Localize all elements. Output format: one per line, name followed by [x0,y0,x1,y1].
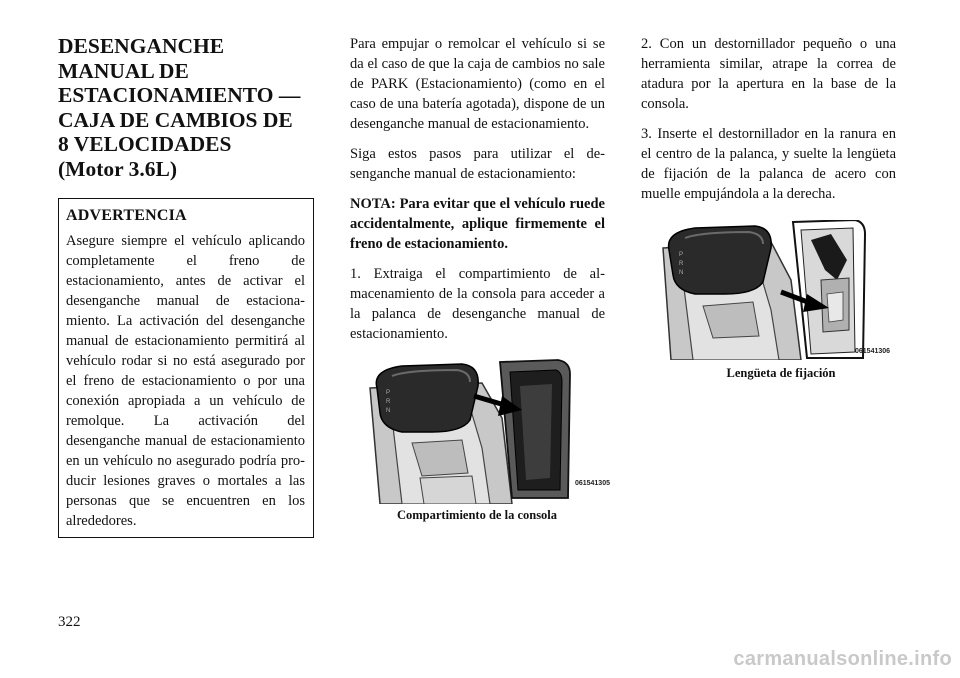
column-left [58,34,314,538]
retaining-tab-illustration [661,220,901,360]
svg-text:P: P [679,252,684,258]
figure-code: 061541306 [855,348,891,355]
step-1-paragraph: 1. Extraiga el compartimiento de almacenamiento de la consola para acceder a la palanca de desenganche manual de estacionamiento. [350,266,605,342]
heading-line: 8 VELOCIDADES [58,132,232,156]
figure-caption: Compartimiento de la consola [396,508,558,522]
svg-text:P: P [386,390,391,396]
heading-line: ESTACIONAMIENTO — [58,83,301,107]
section-heading [58,34,314,181]
figure-retaining-tab [661,220,901,381]
column-right [641,34,896,381]
column-middle [350,34,610,523]
heading-line: CAJA DE CAMBIOS DE [58,107,293,132]
warning-box [58,198,314,538]
heading-line: MANUAL DE [58,58,189,83]
note-paragraph: NOTA: Para evitar que el vehículo ruede accidentalmente, aplique firmemente el freno de estacionamiento. [350,196,605,252]
svg-text:R: R [386,399,391,405]
steps-intro-paragraph: Siga estos pasos para utilizar el desenganche manual de estacionamiento: [350,146,605,182]
step-3-paragraph: 3. Inserte el destornillador en la ranura en el centro de la palanca, y suelte la lengüeta de fijación de la palanca de acero con muelle empujándola a la derecha. [641,126,896,202]
svg-text:N: N [386,408,391,414]
warning-title: ADVERTENCIA [66,207,187,224]
page-number: 322 [58,614,81,630]
figure-code: 061541305 [574,480,610,487]
heading-line: DESENGANCHE [58,34,225,58]
watermark: carmanualsonline.info [733,648,952,670]
heading-line: (Motor 3.6L) [58,156,178,181]
svg-text:R: R [679,261,684,267]
figure-caption: Lengüeta de fijación [726,366,836,380]
intro-paragraph: Para empujar o remolcar el vehículo si se da el caso de que la caja de cambios no sale de PARK (Estacionamiento) (como en el caso de una batería agotada), dispone de un desenganche manual de estacionamiento. [350,36,605,132]
step-2-paragraph: 2. Con un destornillador pequeño o una herramienta similar, atrape la correa de atadura por la apertura en la base de la consola. [641,36,896,112]
warning-body: Asegure siempre el vehículo aplicando completamente el freno de estacionamiento, antes de activar el desenganche manual de estacionamiento. La activación del desenganche manual de estacionamiento permitirá al vehículo rodar si no está asegurado por el freno de estacionamiento o por una conexión apropiada a un vehículo de remolque. La activación del desenganche manual de estacionamiento en un vehículo no asegurado podría producir lesiones graves o mortales a las personas que se encuentren en los alrededores. [66,233,305,529]
figure-console-compartment [362,358,612,523]
svg-text:N: N [679,270,684,276]
